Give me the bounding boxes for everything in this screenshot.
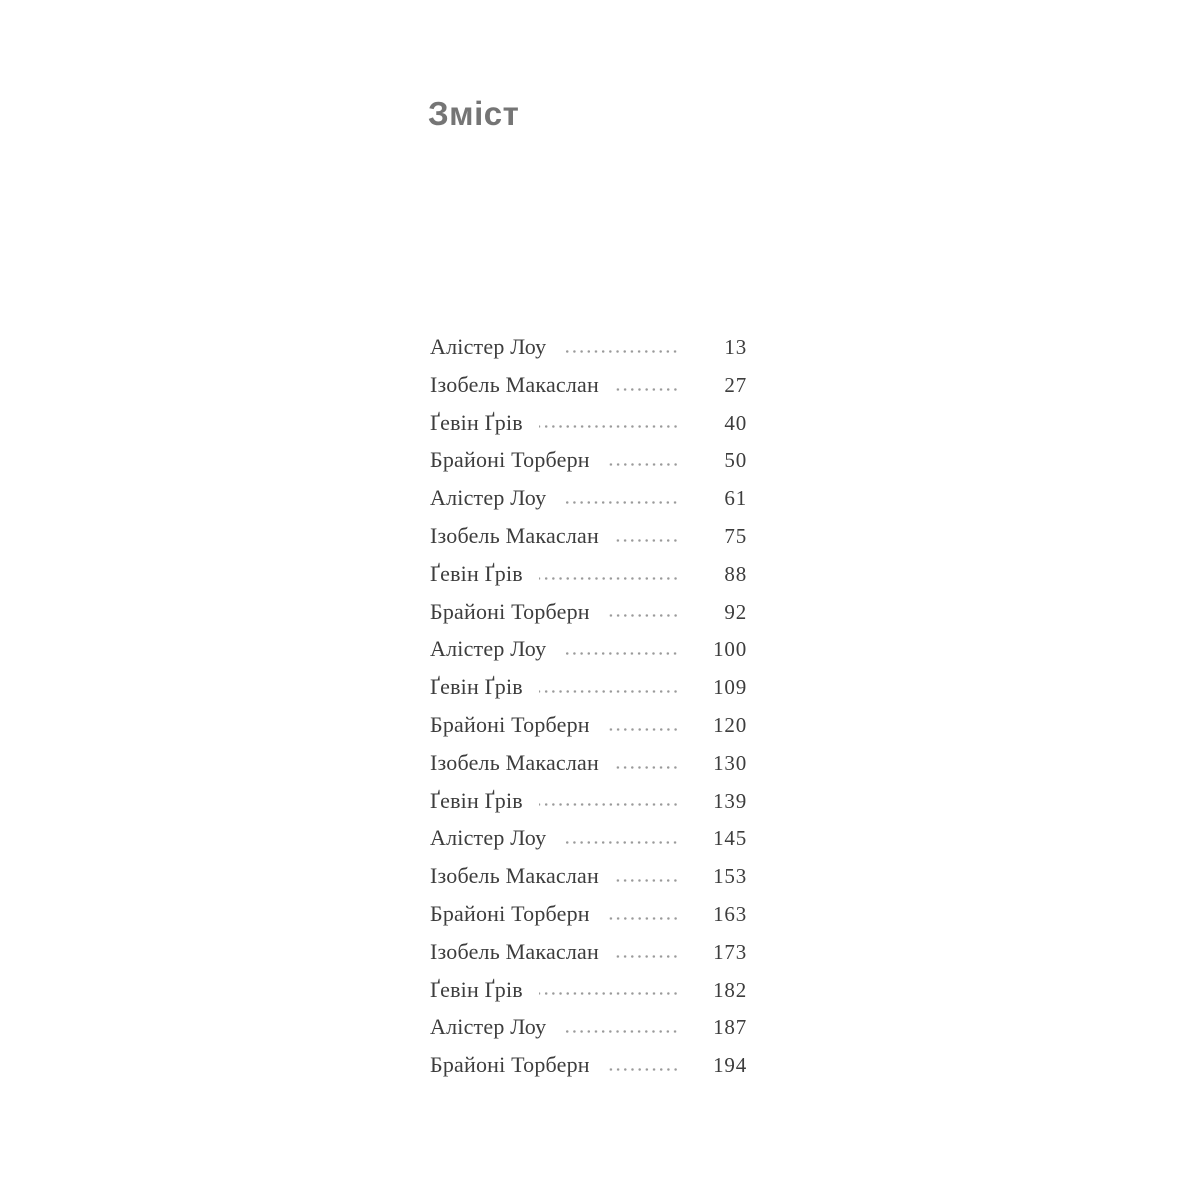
toc-row [430,971,747,1009]
toc-row [430,441,747,479]
page-number: 153 [713,864,747,889]
toc-row [430,1046,747,1084]
page-number: 173 [713,939,747,964]
toc-row [430,933,747,971]
chapter-label: Ґевін Ґрів [430,409,523,435]
toc-row [430,857,747,895]
page-number: 88 [724,561,747,586]
chapter-label: Ґевін Ґрів [430,674,523,700]
chapter-label: Брайоні Торберн [430,900,590,926]
page-number: 27 [724,372,747,397]
toc-row [430,517,747,555]
dotted-leader [606,441,679,479]
chapter-label: Брайоні Торберн [430,711,590,737]
chapter-label: Алістер Лоу [430,636,547,662]
page-number: 120 [713,712,747,737]
chapter-label: Алістер Лоу [430,825,547,851]
dotted-leader [539,971,679,1009]
page-number: 61 [724,486,747,511]
chapter-label: Брайоні Торберн [430,1052,590,1078]
dotted-leader [615,857,679,895]
toc-row [430,895,747,933]
dotted-leader [615,366,679,404]
page-number: 139 [713,788,747,813]
page-number: 130 [713,750,747,775]
page-number: 187 [713,1015,747,1040]
toc-row [430,328,747,366]
chapter-label: Брайоні Торберн [430,447,590,473]
chapter-label: Алістер Лоу [430,1014,547,1040]
dotted-leader [615,933,679,971]
toc-row [430,744,747,782]
page-title: Зміст [428,95,520,132]
chapter-label: Ізобель Макаслан [430,749,599,775]
chapter-label: Ґевін Ґрів [430,787,523,813]
page-number: 13 [724,335,747,359]
toc-row [430,782,747,820]
toc-row [430,366,747,404]
chapter-label: Алістер Лоу [430,334,547,359]
page-number: 75 [724,523,747,548]
page-number: 194 [713,1053,747,1078]
dotted-leader [606,593,679,631]
page-number: 109 [713,675,747,700]
toc-row [430,706,747,744]
chapter-label: Ізобель Макаслан [430,938,599,964]
chapter-label: Ізобель Макаслан [430,863,599,889]
dotted-leader [615,517,679,555]
dotted-leader [562,630,679,668]
chapter-label: Ґевін Ґрів [430,976,523,1002]
dotted-leader [606,895,679,933]
chapter-label: Ізобель Макаслан [430,371,599,397]
page-number: 50 [724,448,747,473]
dotted-leader [562,479,679,517]
chapter-label: Ґевін Ґрів [430,560,523,586]
toc-row [430,479,747,517]
chapter-label: Брайоні Торберн [430,598,590,624]
page-number: 145 [713,826,747,851]
dotted-leader [539,782,679,820]
page-number: 40 [724,410,747,435]
toc-list [430,328,747,1084]
page-number: 100 [713,637,747,662]
toc-row [430,668,747,706]
dotted-leader [539,404,679,442]
dotted-leader [539,555,679,593]
toc-row [430,593,747,631]
dotted-leader [615,744,679,782]
page-number: 92 [724,599,747,624]
toc-row [430,555,747,593]
chapter-label: Алістер Лоу [430,485,547,511]
toc-row [430,630,747,668]
dotted-leader [539,668,679,706]
dotted-leader [606,1046,679,1084]
toc-row [430,819,747,857]
dotted-leader [562,328,679,366]
page-number: 163 [713,901,747,926]
dotted-leader [562,819,679,857]
toc-row [430,1008,747,1046]
toc-row [430,404,747,442]
page-number: 182 [713,977,747,1002]
chapter-label: Ізобель Макаслан [430,522,599,548]
dotted-leader [562,1008,679,1046]
dotted-leader [606,706,679,744]
